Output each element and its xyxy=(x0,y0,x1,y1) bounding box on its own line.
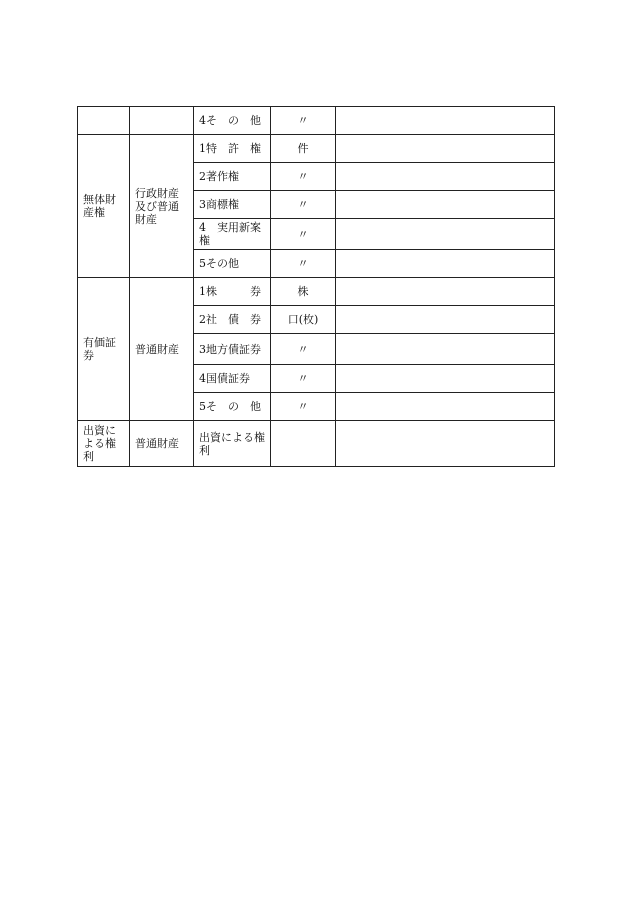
unit-cell xyxy=(271,306,336,334)
unit-cell xyxy=(271,191,336,219)
category-cell xyxy=(78,278,130,421)
unit-cell xyxy=(271,107,336,135)
item-cell xyxy=(194,163,271,191)
item-cell xyxy=(194,191,271,219)
table-row xyxy=(78,278,555,306)
unit-label: 〃 xyxy=(297,114,309,127)
property-type-cell xyxy=(130,107,194,135)
note-cell xyxy=(336,219,555,250)
item-label: 1株 券 xyxy=(199,285,261,298)
note-cell xyxy=(336,365,555,393)
unit-cell xyxy=(271,278,336,306)
category-cell xyxy=(78,421,130,467)
unit-label: 株 xyxy=(297,285,309,298)
unit-label: 〃 xyxy=(297,257,309,270)
unit-label: 〃 xyxy=(297,198,309,211)
item-cell xyxy=(194,250,271,278)
unit-cell xyxy=(271,393,336,421)
item-label: 4 実用新案権 xyxy=(199,221,261,247)
property-type-cell xyxy=(130,421,194,467)
unit-cell xyxy=(271,219,336,250)
item-cell xyxy=(194,135,271,163)
unit-cell xyxy=(271,365,336,393)
property-type-label: 普通財産 xyxy=(135,437,179,450)
category-label: 無体財産権 xyxy=(83,193,116,219)
item-cell xyxy=(194,393,271,421)
unit-label: 〃 xyxy=(297,170,309,183)
item-label: 3商標権 xyxy=(199,198,239,211)
note-cell xyxy=(336,393,555,421)
item-cell xyxy=(194,107,271,135)
note-cell xyxy=(336,306,555,334)
category-label: 有価証券 xyxy=(83,336,116,362)
item-cell xyxy=(194,219,271,250)
unit-label: 〃 xyxy=(297,342,309,356)
note-cell xyxy=(336,163,555,191)
table-row xyxy=(78,135,555,163)
note-cell xyxy=(336,421,555,467)
category-label: 出資による権利 xyxy=(83,424,116,463)
property-type-label: 普通財産 xyxy=(135,342,179,356)
table-row xyxy=(78,107,555,135)
unit-label: 〃 xyxy=(297,372,309,385)
unit-label: 〃 xyxy=(297,400,309,413)
item-cell xyxy=(194,421,298,467)
item-label: 2著作権 xyxy=(199,170,239,183)
item-label: 4そ の 他 xyxy=(199,114,261,127)
note-cell xyxy=(336,250,555,278)
item-label: 2社 債 券 xyxy=(199,313,261,326)
item-label: 4国債証券 xyxy=(199,372,250,385)
item-label: 3地方債証券 xyxy=(199,342,261,356)
item-label: 1特 許 権 xyxy=(199,142,261,155)
note-cell xyxy=(336,135,555,163)
property-type-cell xyxy=(130,135,194,278)
unit-label: 〃 xyxy=(297,227,309,241)
unit-cell xyxy=(271,334,336,365)
unit-cell xyxy=(271,163,336,191)
property-type-label: 行政財産及び普通財産 xyxy=(135,186,179,226)
note-cell xyxy=(336,191,555,219)
asset-classification-table xyxy=(77,106,555,467)
item-label: 5その他 xyxy=(199,257,239,270)
category-cell xyxy=(78,107,130,135)
unit-cell xyxy=(271,421,336,467)
item-cell xyxy=(194,306,271,334)
table-row xyxy=(78,421,555,467)
unit-cell xyxy=(271,250,336,278)
note-cell xyxy=(336,107,555,135)
note-cell xyxy=(336,334,555,365)
item-cell xyxy=(194,334,271,365)
item-label: 5そ の 他 xyxy=(199,400,261,413)
unit-label: 件 xyxy=(297,142,309,155)
item-label: 出資による権 利 xyxy=(199,430,298,457)
property-type-cell xyxy=(130,278,194,421)
unit-cell xyxy=(271,135,336,163)
category-cell xyxy=(78,135,130,278)
item-cell xyxy=(194,365,271,393)
item-cell xyxy=(194,278,271,306)
unit-label: 口(枚) xyxy=(287,313,319,326)
note-cell xyxy=(336,278,555,306)
